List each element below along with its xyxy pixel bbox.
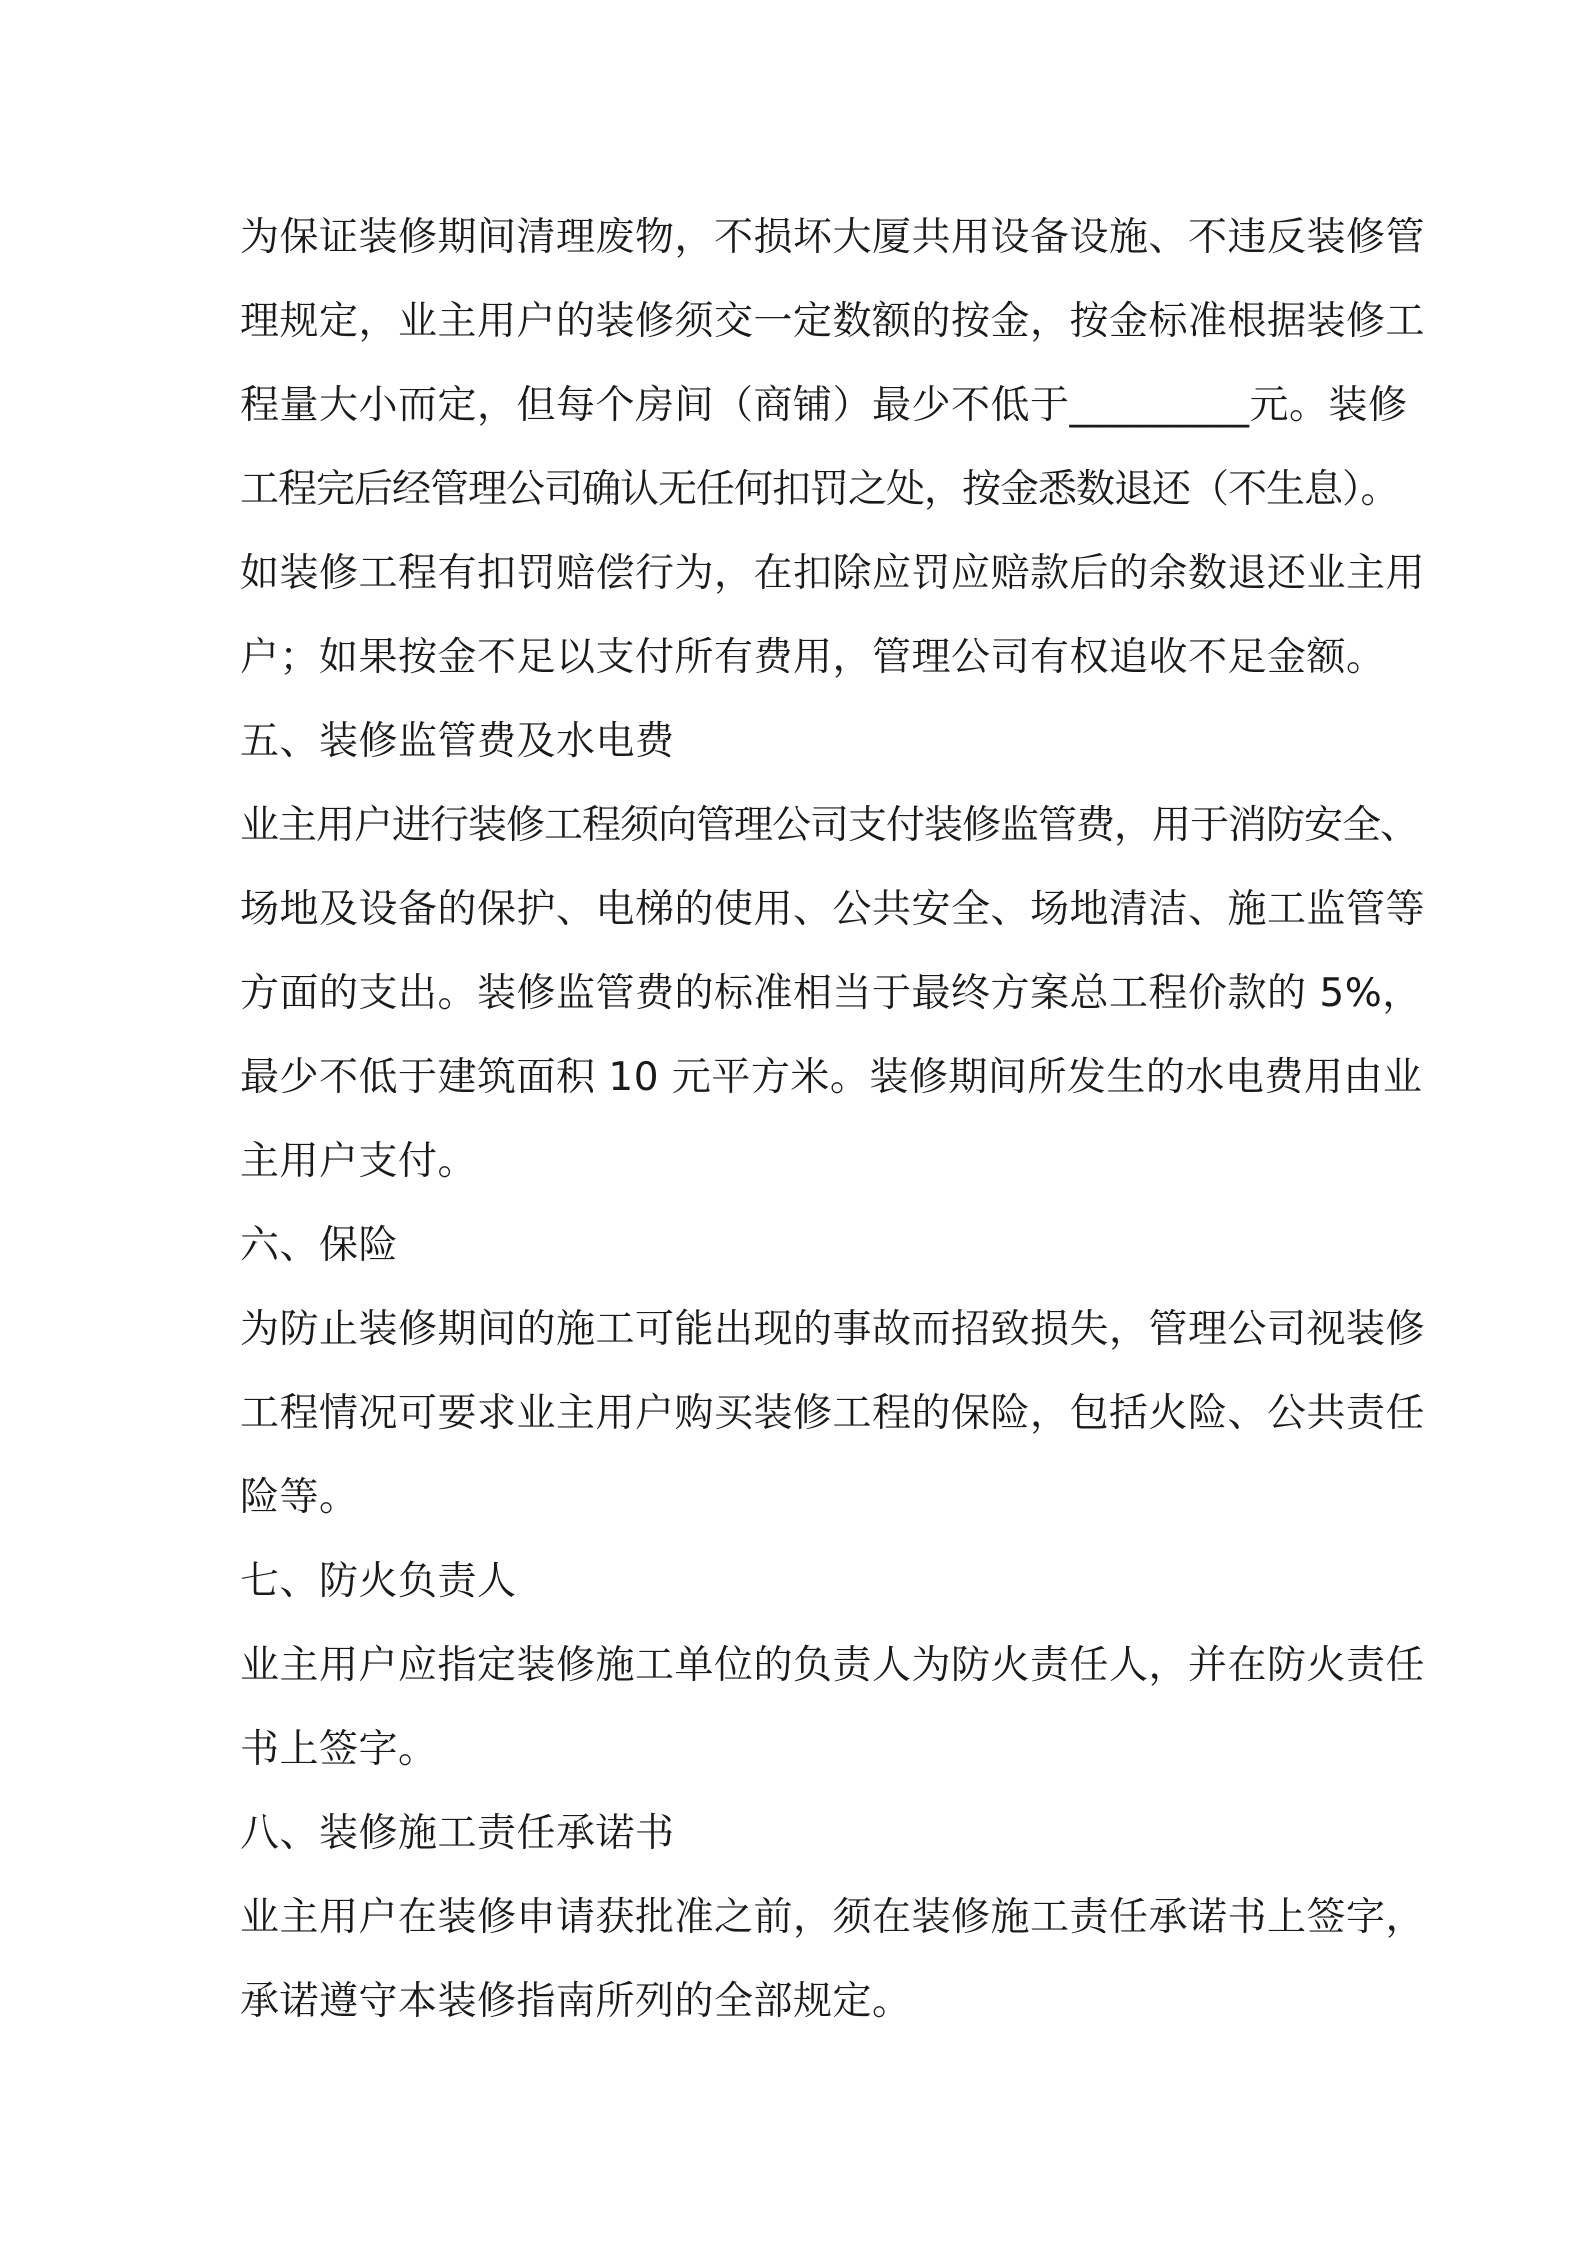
paragraph-line: 程量大小而定，但每个房间（商铺）最少不低于_________元。装修: [240, 383, 1408, 428]
paragraph-line: 险等。: [240, 1475, 359, 1520]
paragraph-line: 业主用户在装修申请获批准之前，须在装修施工责任承诺书上签字，: [240, 1895, 1426, 1940]
paragraph-line: 工程情况可要求业主用户购买装修工程的保险，包括火险、公共责任: [240, 1391, 1426, 1436]
paragraph-line: 为防止装修期间的施工可能出现的事故而招致损失，管理公司视装修: [240, 1307, 1426, 1352]
paragraph-line: 户；如果按金不足以支付所有费用，管理公司有权追收不足金额。: [240, 635, 1386, 680]
paragraph-line: 如装修工程有扣罚赔偿行为，在扣除应罚应赔款后的余数退还业主用: [240, 551, 1426, 596]
section-heading: 五、装修监管费及水电费: [240, 719, 675, 764]
paragraph-line: 主用户支付。: [240, 1139, 478, 1184]
section-heading: 七、防火负责人: [240, 1559, 517, 1604]
paragraph-line: 承诺遵守本装修指南所列的全部规定。: [240, 1979, 912, 2024]
document-body: [240, 196, 1426, 2044]
section-heading: 六、保险: [240, 1223, 399, 1268]
paragraph-line: 工程完后经管理公司确认无任何扣罚之处，按金悉数退还（不生息）。: [240, 467, 1399, 512]
paragraph-line: 为保证装修期间清理废物，不损坏大厦共用设备设施、不违反装修管: [240, 215, 1426, 260]
paragraph-line: 最少不低于建筑面积 10 元平方米。装修期间所发生的水电费用由业: [240, 1055, 1423, 1100]
paragraph-line: 书上签字。: [240, 1727, 438, 1772]
paragraph-line: 理规定，业主用户的装修须交一定数额的按金，按金标准根据装修工: [240, 299, 1426, 344]
paragraph-line: 方面的支出。装修监管费的标准相当于最终方案总工程价款的 5%，: [240, 971, 1422, 1016]
paragraph-line: 业主用户进行装修工程须向管理公司支付装修监管费，用于消防安全、: [240, 803, 1419, 848]
paragraph-line: 场地及设备的保护、电梯的使用、公共安全、场地清洁、施工监管等: [240, 887, 1426, 932]
paragraph-line: 业主用户应指定装修施工单位的负责人为防火责任人，并在防火责任: [240, 1643, 1426, 1688]
section-heading: 八、装修施工责任承诺书: [240, 1811, 675, 1856]
